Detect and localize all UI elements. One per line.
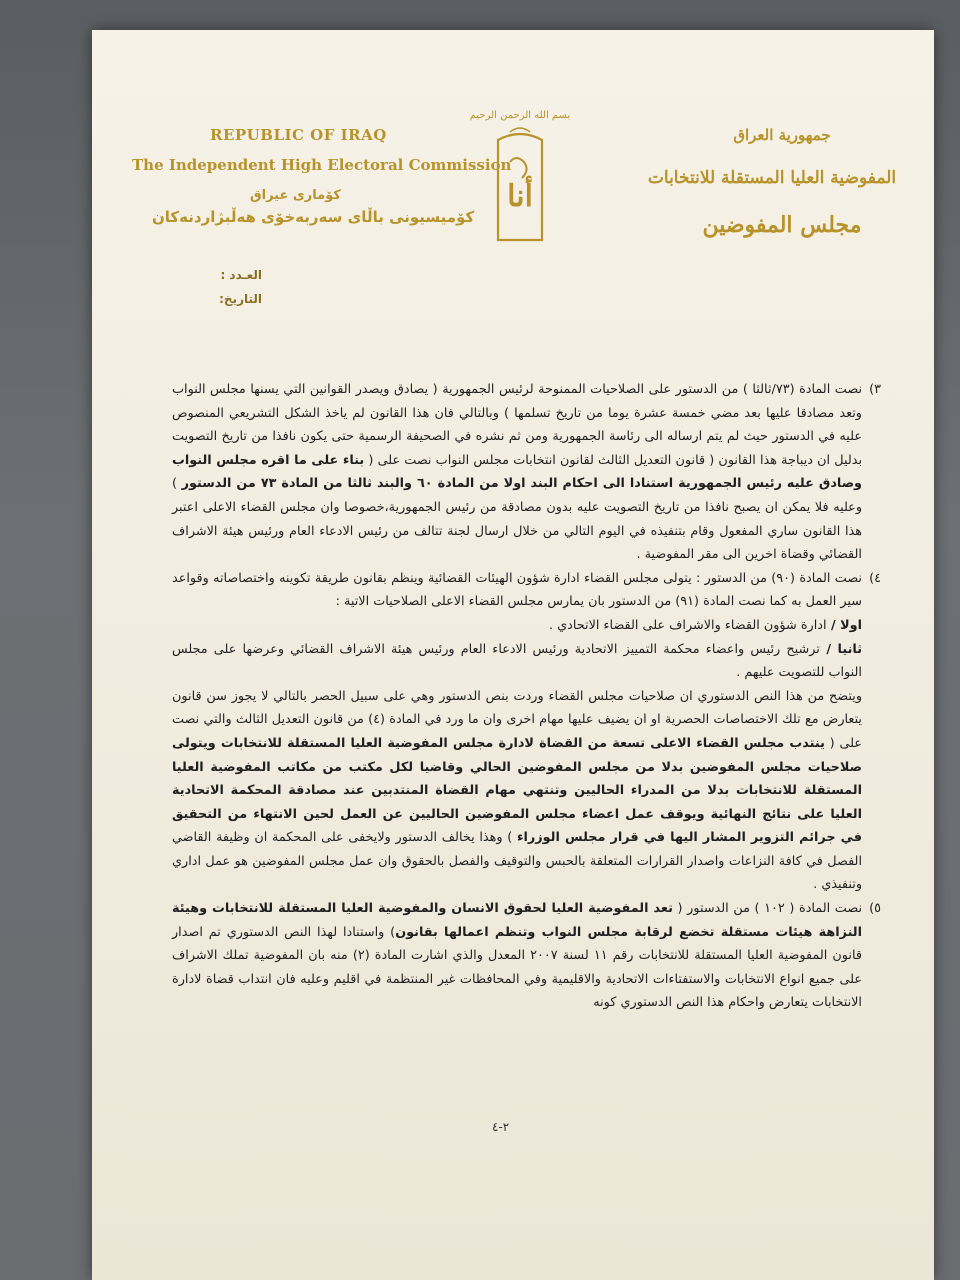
reference-date-label: التاريخ:: [219, 292, 262, 306]
letterhead-ar-country: جمهورية العراق: [733, 126, 831, 144]
paragraph-item: [172, 897, 881, 1015]
paragraph-item: [172, 567, 881, 897]
document-page: [92, 30, 934, 1280]
commission-logo-icon: [470, 102, 570, 247]
letterhead-ar-board: مجلس المفوضين: [702, 212, 862, 238]
paragraph-number: ٥): [869, 901, 881, 917]
letterhead-ar-commission: المفوضية العليا المستقلة للانتخابات: [647, 168, 897, 188]
paragraph-item: [172, 378, 881, 567]
logo-basmala: بسم الله الرحمن الرحيم: [470, 110, 570, 121]
paragraph-text: ترشيح رئيس واعضاء محكمة التمييز الاتحادية ورئيس الادعاء العام ورئيس هيئة الاشراف القضائي وعرضها على مجلس النواب للتصويت عليهم .: [172, 641, 862, 681]
logo-word: أنا: [507, 179, 533, 214]
reference-number-label: العـدد :: [220, 268, 262, 282]
bold-quote-text: اولا /: [826, 617, 862, 633]
bold-quote-text: ينتدب مجلس القضاء الاعلى تسعة من القضاة لادارة مجلس المفوضية العليا المستقلة للانتخابات ويتولى صلاحيات مجلس المفوضين بدلا من مجلس المفوضين الحالي وقاضيا لكل مكتب من مكاتب المفوضية العليا المستقلة للانتخابات بدلا من المدراء الحاليين وتنتهي مهام القضاة المنتدبين عند مصادقة المحكمة الاتحادية العليا على نتائج النهائية ويوقف عمل اعضاء مجلس المفوضين الحاليين عن العمل لحين الانتهاء من التحقيق في جرائم التزوير المشار اليها في قرار مجلس الوزراء: [172, 735, 862, 846]
paragraph-text: ادارة شؤون القضاء والاشراف على القضاء الاتحادي .: [549, 617, 827, 633]
letterhead-ku-commission: كۆمیسیونی باڵای سەربەخۆی هەڵبژاردنەكان: [152, 208, 475, 226]
paragraph-text: ) وهذا يخالف الدستور ولايخفى على المحكمة ان وظيفة القاضي الفصل في كافة النزاعات واصدار القرارات المتعلقة بالحبس والتوقيف والفصل بالحقوق وان عمل مجلس المفوضين هو عمل اداري وتنفيذي .: [172, 830, 862, 893]
paragraph-text: ) وعليه فلا يمكن ان يصبح نافذا من تاريخ التصويت عليه بدون مصادقة من رئيس الجمهورية،خصوصا وان مجلس القضاء الاعلى اعتبر هذا القانون ساري المفعول وقام بتنفيذه في اليوم التالي من خلال ارسال لجنة تتالف من رئيس الادعاء العام ورئيس هيئة الاشراف القضائي وقضاة اخرين الى مقر المفوضية .: [172, 476, 862, 563]
paragraph-text: نصت المادة (٩٠) من الدستور : يتولى مجلس القضاء ادارة شؤون الهيئات القضائية وينظم بقانون طريقة تكوينه واختصاصاته وقواعد سير العمل به كما نصت المادة (٩١) من الدستور بان يمارس مجلس القضاء الاعلى الصلاحيات الاتية :: [172, 570, 862, 610]
document-body: [172, 378, 881, 1015]
letterhead-en-commission: The Independent High Electoral Commission: [132, 156, 512, 174]
page-number: ٢-٤: [492, 1120, 510, 1134]
bold-quote-text: ثانيا /: [819, 641, 863, 657]
paragraph-text: ويتضح من هذا النص الدستوري ان صلاحيات مجلس القضاء وردت بنص الدستور وهي على سبيل الحصر بالتالي لا يجوز سن قانون يتعارض مع تلك الاختصاصات الحصرية او ان يضيف عليها مهام اخرى وان ما ورد في المادة (٤) من قانون التعديل الثالث والتي نصت على (: [172, 688, 862, 751]
paragraph-text: نصت المادة ( ١٠٢ ) من الدستور (: [672, 901, 863, 917]
paragraph-text: نصت المادة (٧٣/ثالثا ) من الدستور على الصلاحيات الممنوحة لرئيس الجمهورية ( يصادق ويصدر القوانين التي يسنها مجلس النواب وتعد مصادقا عليها بعد مضي خمسة عشرة يوما من تاريخ تسلمها ) وبالتالي فان هذا القانون لم ياخذ الشكل التشريعي المنصوص عليه في الدستور حيث لم يتم ارساله الى رئاسة الجمهورية ومن ثم نشره في الصحيفة الرسمية حتى يكون نافذا من تاريخ التصويت بدليل ان ديباجة هذا القانون ( قانون التعديل الثالث لقانون انتخابات مجلس النواب نصت على (: [172, 382, 863, 468]
paragraph-text: ) واستنادا لهذا النص الدستوري تم اصدار قانون المفوضية العليا المستقلة للانتخابات رقم ١١ لسنة ٢٠٠٧ المعدل والذي اشارت المادة (٢) منه بان المفوضية تملك الاشراف على جميع انواع الانتخابات والاستفتاءات الاتحادية والاقليمية وفي المحافظات غير المنتظمة في اقليم وعليه فان انتداب قضاة لادارة الانتخابات يتعارض واحكام هذا النص الدستوري كونه: [172, 924, 862, 1011]
paragraph-number: ٤): [869, 570, 881, 586]
bold-quote-text: بناء على ما اقره مجلس النواب وصادق عليه رئيس الجمهورية استنادا الى احكام البند اولا من المادة ٦٠ والبند ثالثا من المادة ٧٣ من الدستور: [172, 452, 863, 492]
paragraph-number: ٣): [869, 382, 881, 397]
bold-quote-text: تعد المفوضية العليا لحقوق الانسان والمفوضية العليا المستقلة للانتخابات وهيئة النزاهة هيئات مستقلة تخضع لرقابة مجلس النواب وتنظم اعمالها بقانون: [172, 901, 862, 940]
letterhead-en-country: REPUBLIC OF IRAQ: [210, 126, 387, 144]
letterhead-ku-country: كۆماری عیراق: [250, 188, 341, 203]
